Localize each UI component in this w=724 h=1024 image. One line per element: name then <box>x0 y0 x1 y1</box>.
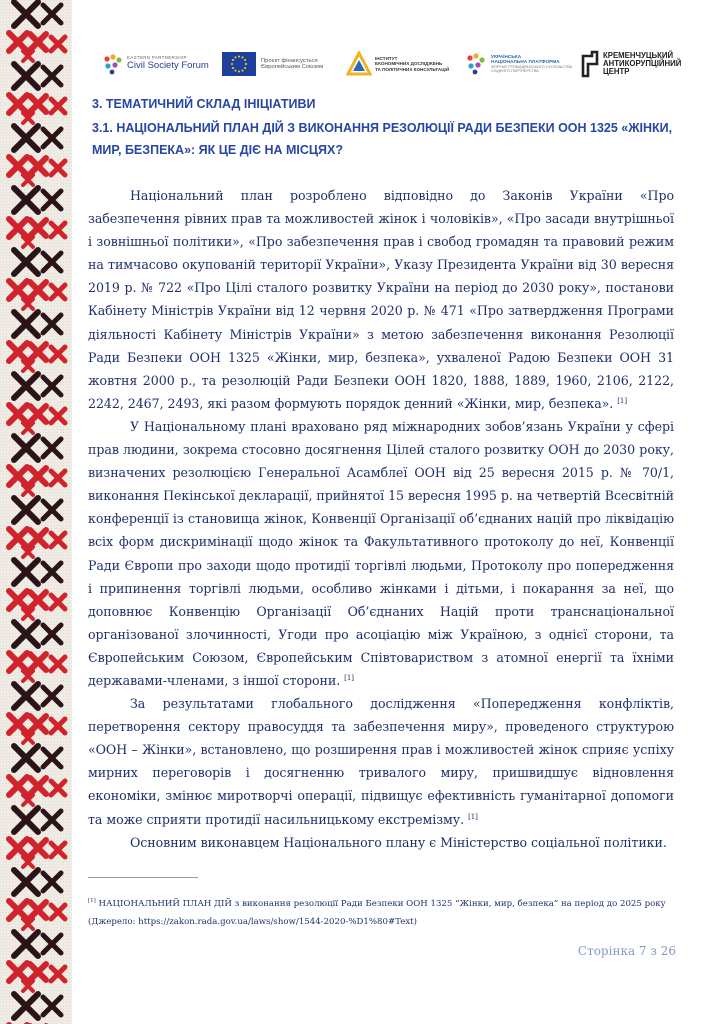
paragraph-4 <box>88 831 674 854</box>
section-headings <box>92 94 682 161</box>
unp-line4: СХІДНОГО ПАРТНЕРСТВА <box>491 69 539 74</box>
paragraph-3-text: За результатами глобального дослідження «Попередження конфліктів, перетворення сектору правосуддя та забезпечення миру», проведеного структурою «ООН – Жінки», встановлено, що розширення прав і можливостей жінок сприяє успіху мирних переговорів і досягненню тривалого миру, пришвидшує відновлення економіки, змінює миротворчі операції, підвищує ефективність гуманітарної допомоги та може сприяти протидії насильницькому екстремізму. <box>88 696 674 827</box>
body-text <box>88 184 674 854</box>
paragraph-2 <box>88 415 674 692</box>
footnote-text: НАЦІОНАЛЬНИЙ ПЛАН ДІЙ з виконання резолюції Ради Безпеки ООН 1325 “Жінки, мир, безпека” на період до 2025 року (Джерело: https://zakon.rada.gov.ua/laws/show/1544-2020-%D1%80#Text) <box>88 899 666 927</box>
eap-csf-icon <box>102 53 124 75</box>
eu-flag-icon <box>222 52 256 76</box>
ienc-line3: ТА ПОЛІТИЧНИХ КОНСУЛЬТАЦІЙ <box>375 66 450 72</box>
paragraph-3 <box>88 692 674 831</box>
embroidery-border <box>0 0 72 1024</box>
page-number: Сторінка 7 з 26 <box>577 944 676 958</box>
footnote-mark: [1] <box>88 898 96 905</box>
kac-line3: ЦЕНТР <box>603 67 630 77</box>
ienc-line2: ЕКОНОМІЧНИХ ДОСЛІДЖЕНЬ <box>375 61 443 67</box>
embroidery-pattern <box>0 0 72 1024</box>
ienc-triangle-icon <box>346 51 372 77</box>
ienc-logo <box>346 44 449 84</box>
unp-line2: НАЦІОНАЛЬНА ПЛАТФОРМА <box>491 59 560 65</box>
eap-name: Civil Society Forum <box>127 60 209 72</box>
unp-icon <box>464 52 488 76</box>
kac-icon <box>580 50 600 78</box>
eap-small-text: EASTERN PARTNERSHIP <box>127 55 187 61</box>
footnote-ref[interactable]: [1] <box>344 673 354 682</box>
footnote-ref[interactable]: [1] <box>468 812 478 821</box>
paragraph-1 <box>88 184 674 415</box>
paragraph-1-text: Національний план розроблено відповідно до Законів України «Про забезпечення рівних прав та можливостей жінок і чоловіків», «Про засади внутрішньої і зовнішньої політики», «Про забезпечення прав і свобод громадян та правовий режим на тимчасово окупованій території України», Указу Президента України від 30 вересня 2019 р. № 722 «Про Цілі сталого розвитку України на період до 2030 року», постанови Кабінету Міністрів України від 12 червня 2020 р. № 471 «Про затвердження Програми діяльності Кабінету Міністрів України» з метою забезпечення виконання Резолюції Ради Безпеки ООН 1325 «Жінки, мир, безпека», ухваленої Радою Безпеки ООН 31 жовтня 2000 р., та резолюцій Ради Безпеки ООН 1820, 1888, 1889, 1960, 2106, 2122, 2242, 2467, 2493, які разом формують порядок денний «Жінки, мир, безпека». <box>88 188 674 411</box>
unp-line3: ФОРУМУ ГРОМАДЯНСЬКОГО СУСПІЛЬСТВА <box>491 65 573 70</box>
footnote-divider <box>88 877 198 878</box>
subsection-heading: 3.1. НАЦІОНАЛЬНИЙ ПЛАН ДІЙ З ВИКОНАННЯ РЕЗОЛЮЦІЇ РАДИ БЕЗПЕКИ ООН 1325 «ЖІНКИ, МИР, БЕЗПЕКА»: ЯК ЦЕ ДІЄ НА МІСЦЯХ? <box>92 121 673 157</box>
unp-logo <box>464 44 572 84</box>
eu-logo <box>222 44 323 84</box>
footnote-ref[interactable]: [1] <box>617 396 627 405</box>
paragraph-2-text: У Національному плані враховано ряд міжнародних зобов’язань України у сфері прав людини, зокрема стосовно досягнення Цілей сталого розвитку ООН до 2030 року, визначених резолюцією Генеральної Асамблеї ООН від 25 вересня 2015 р. № 70/1, виконання Пекінської декларації, прийнятої 15 вересня 1995 р. на четвертій Всесвітній конференції із становища жінок, Конвенції Організації об’єднаних націй про ліквідацію всіх форм дискримінації щодо жінок та Факультативного протоколу до неї, Конвенції Ради Європи про заходи щодо протидії торгівлі людьми, Протоколу про попередження і припинення торгівлі людьми, особливо жінками і дітьми, і покарання за неї, що доповнює Конвенцію Організації Об’єднаних Націй проти транснаціональної організованої злочинності, Угоди про асоціацію між Україною, з однієї сторони, та Європейським Союзом, Європейським Співтовариством з атомної енергії та їхніми державами-членами, з іншої сторони. <box>88 418 674 688</box>
paragraph-4-text: Основним виконавцем Національного плану є Міністерство соціальної політики. <box>130 834 667 850</box>
header-logos <box>98 44 688 84</box>
eu-text-line2: Європейським Союзом <box>261 64 324 70</box>
footnote <box>88 895 678 931</box>
eap-csf-logo <box>102 44 209 84</box>
kac-line1: КРЕМЕНЧУЦЬКИЙ <box>603 50 674 60</box>
section-heading: 3. ТЕМАТИЧНИЙ СКЛАД ІНІЦІАТИВИ <box>92 97 316 111</box>
kac-line2: АНТИКОРУПЦІЙНИЙ <box>603 58 682 68</box>
eu-text-line1: Проєкт фінансується <box>261 57 318 64</box>
unp-line1: УКРАЇНСЬКА <box>491 54 522 60</box>
kac-logo <box>580 44 681 84</box>
ienc-line1: ІНСТИТУТ <box>375 56 398 62</box>
